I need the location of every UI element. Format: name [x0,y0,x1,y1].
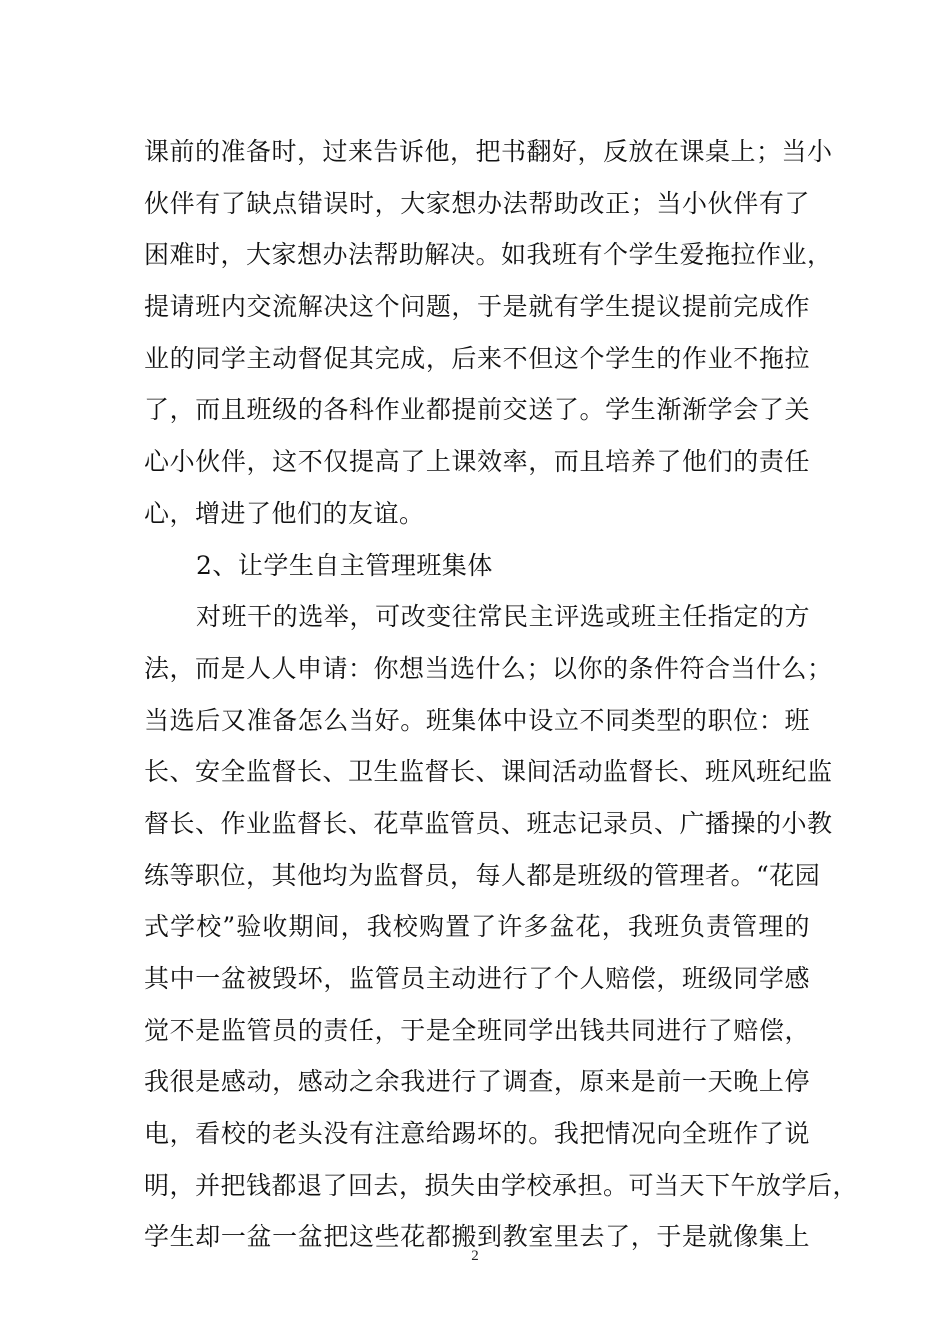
text-line: 心，增进了他们的友谊。 [144,498,425,528]
text-line: 督长、作业监督长、花草监管员、班志记录员、广播操的小教 [144,808,833,838]
text-line: 明，并把钱都退了回去，损失由学校承担。可当天下午放学后， [144,1170,859,1200]
text-line: 电，看校的老头没有注意给踢坏的。我把情况向全班作了说 [144,1119,810,1149]
text-line: 式学校”验收期间，我校购置了许多盆花，我班负责管理的 [144,912,810,942]
text-line: 心小伙伴，这不仅提高了上课效率，而且培养了他们的责任 [144,447,810,477]
text-line: 觉不是监管员的责任，于是全班同学出钱共同进行了赔偿， [144,1015,810,1045]
text-line: 困难时，大家想办法帮助解决。如我班有个学生爱拖拉作业， [144,240,833,270]
text-line: 法，而是人人申请：你想当选什么；以你的条件符合当什么； [144,653,833,683]
text-line: 业的同学主动督促其完成，后来不但这个学生的作业不拖拉 [144,343,810,373]
text-line: 其中一盆被毁坏，监管员主动进行了个人赔偿，班级同学感 [144,964,810,993]
text-line: 我很是感动，感动之余我进行了调查，原来是前一天晚上停 [144,1067,810,1097]
text-line: 长、安全监督长、卫生监督长、课间活动监督长、班风班纪监 [144,757,833,787]
section-heading: 2、让学生自主管理班集体 [196,550,493,580]
text-line: 对班干的选举，可改变往常民主评选或班主任指定的方 [196,602,810,632]
body-text [144,126,859,1263]
text-line: 当选后又准备怎么当好。班集体中设立不同类型的职位：班 [144,705,810,735]
text-line: 伙伴有了缺点错误时，大家想办法帮助改正；当小伙伴有了 [144,188,810,218]
text-line: 练等职位，其他均为监督员，每人都是班级的管理者。“花园 [144,860,821,890]
page-number: 2 [471,1248,479,1264]
text-line: 了，而且班级的各科作业都提前交送了。学生渐渐学会了关 [144,395,810,425]
text-line: 学生却一盆一盆把这些花都搬到教室里去了，于是就像集上 [144,1222,810,1252]
text-line: 课前的准备时，过来告诉他，把书翻好，反放在课桌上；当小 [144,137,833,166]
text-line: 提请班内交流解决这个问题，于是就有学生提议提前完成作 [144,292,810,322]
